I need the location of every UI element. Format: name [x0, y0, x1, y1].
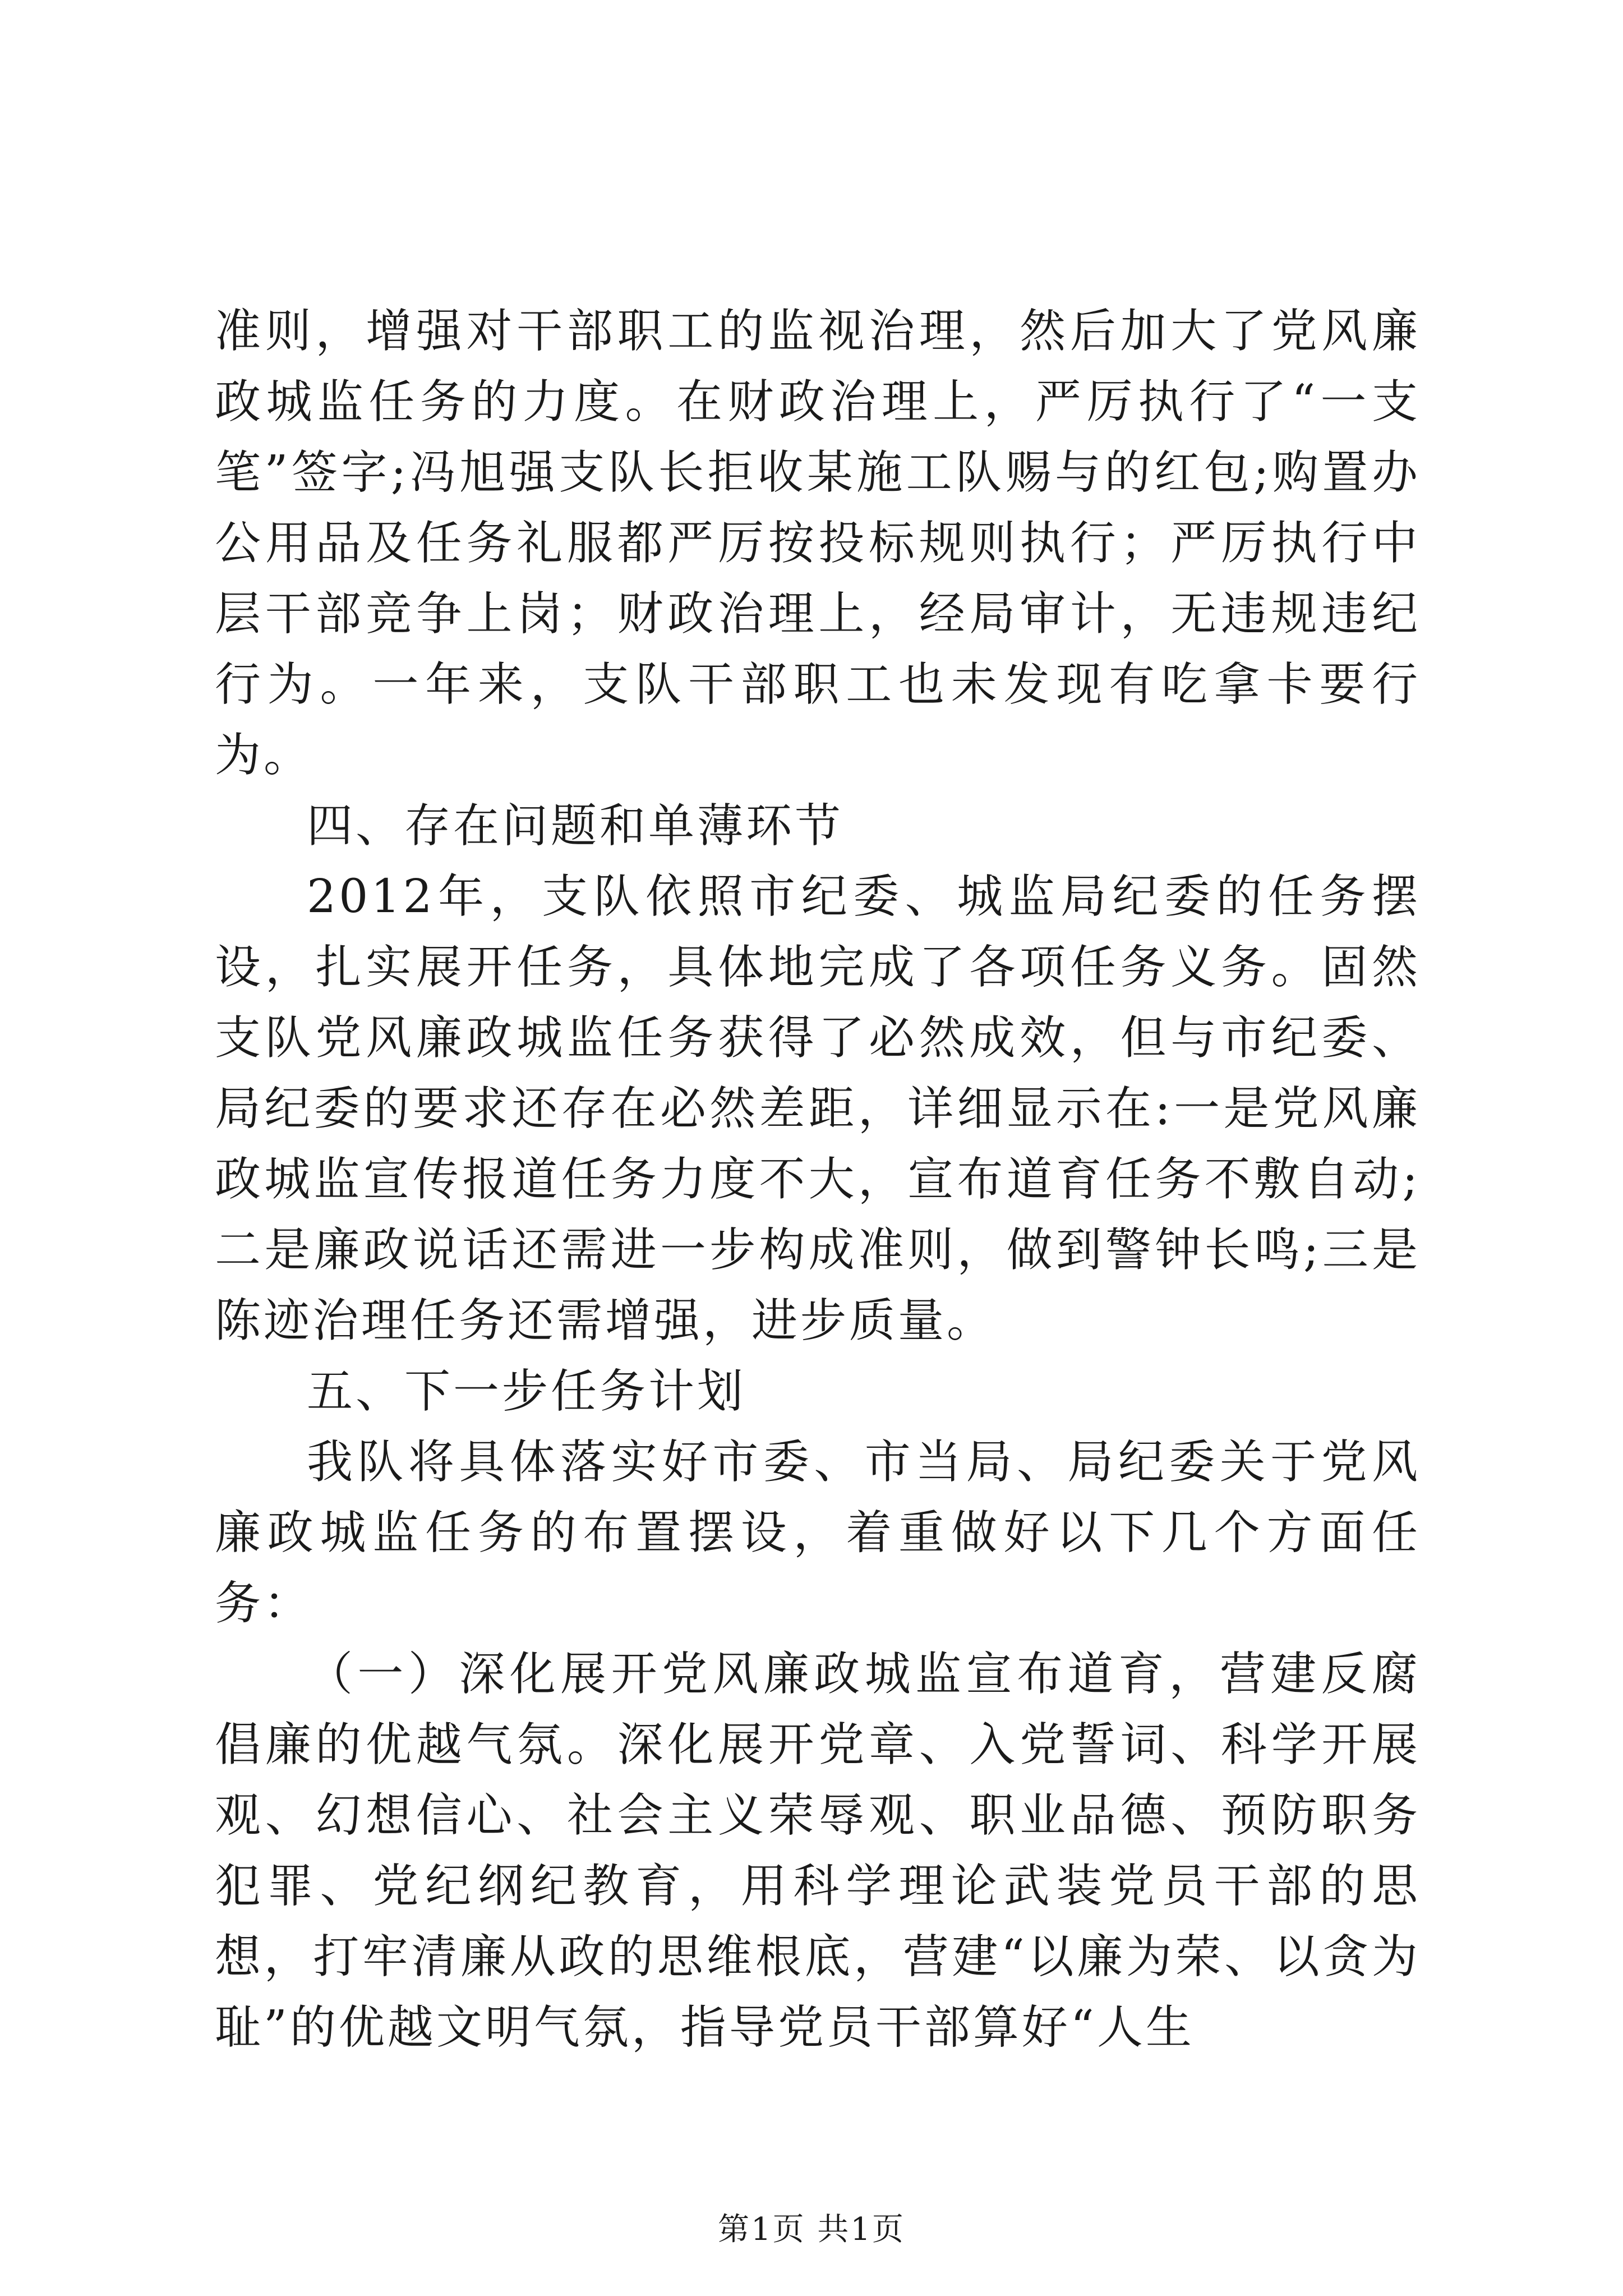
- page-footer: 第1页 共1页: [717, 2211, 906, 2248]
- section-heading-problems: 四、存在问题和单薄环节: [307, 799, 844, 853]
- document-body: [215, 296, 1421, 2063]
- paragraph-plan-item-1: （一）深化展开党风廉政城监宣布道育，营建反腐倡廉的优越气氛。深化展开党章、入党誓词、科学开展观、幻想信心、社会主义荣辱观、职业品德、预防职务犯罪、党纪纲纪教育，用科学理论武装党员干部的思想，打牢清廉从政的思维根底，营建“以廉为荣、以贪为耻”的优越文明气氛，指导党员干部算好“人生: [215, 1648, 1421, 2054]
- section-heading-next-steps: 五、下一步任务计划: [307, 1365, 746, 1418]
- paragraph-problems: 2012年，支队依照市纪委、城监局纪委的任务摆设，扎实展开任务，具体地完成了各项任务义务。固然支队党风廉政城监任务获得了必然成效，但与市纪委、局纪委的要求还存在必然差距，详细显示在:一是党风廉政城监宣传报道任务力度不大，宣布道育任务不敷自动;二是廉政说话还需进一步构成准则，做到警钟长鸣;三是陈迹治理任务还需增强，进步质量。: [215, 870, 1421, 1347]
- paragraph-continuation: 准则，增强对干部职工的监视治理，然后加大了党风廉政城监任务的力度。在财政治理上，严厉执行了“一支笔”签字;冯旭强支队长拒收某施工队赐与的红包;购置办公用品及任务礼服都严厉按投标规则执行；严厉执行中层干部竞争上岗；财政治理上，经局审计，无违规违纪行为。一年来，支队干部职工也未发现有吃拿卡要行为。: [215, 305, 1421, 782]
- paragraph-plan-intro: 我队将具体落实好市委、市当局、局纪委关于党风廉政城监任务的布置摆设，着重做好以下几个方面任务：: [215, 1435, 1421, 1630]
